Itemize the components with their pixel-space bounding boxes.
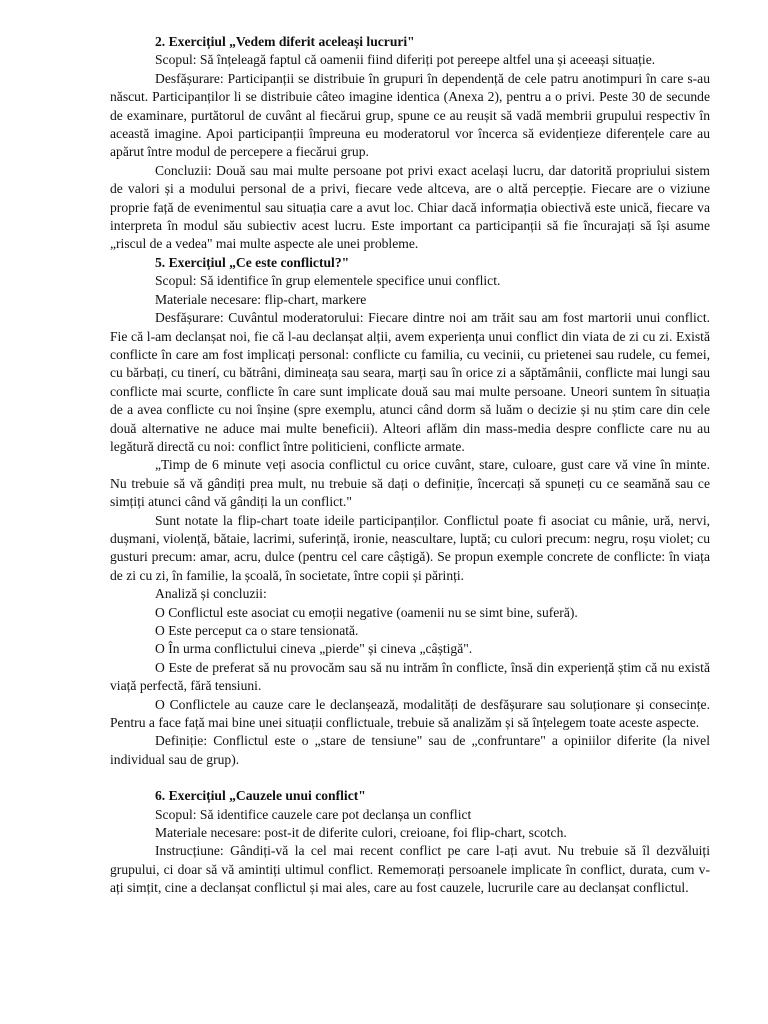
exercise-2-heading: 2. Exercițiul „Vedem diferit aceleași lucruri" (155, 34, 415, 49)
exercise-6-heading: 6. Exercițiul „Cauzele unui conflict" (155, 788, 366, 804)
exercise-5-notes: Sunt notate la flip-chart toate ideile participanților. Conflictul poate fi asociat cu mânie, ură, nervi, dușmani, violență, bătaie, lacrimi, suferință, ironie, neascultare, luptă; cu culori precum: negru, roșu violet; cu gusturi precum: amar, acru, dulce (pentru cel care câștigă). Se propun exemple concrete de conflicte: în viața de zi cu zi, în familie, la școală, în societate, între copii și părinți. (110, 512, 710, 583)
exercise-2-scope: Scopul: Să înțeleagă faptul că oamenii fiind diferiți pot pereepe altfel una și aceeași situație. (155, 52, 656, 68)
exercise-6-scope: Scopul: Să identifice cauzele care pot declanșa un conflict (155, 806, 472, 822)
exercise-5-definition: Definiție: Conflictul este o „stare de tensiune" sau de „confruntare" a opiniilor diferite (la nivel individual sau de grup). (110, 733, 710, 767)
exercise-5-analysis-heading: Analiză și concluzii: (155, 586, 267, 602)
analysis-item: O În urma conflictului cineva „pierde" și cineva „câștigă". (155, 641, 473, 657)
exercise-6-instruction: Instrucțiune: Gândiți-vă la cel mai recent conflict pe care l-ați avut. Nu trebuie să îl dezvăluiți grupului, ci doar să vă amintiți ultimul conflict. Rememorați persoanele implicate în conflict, durata, cum v-ați simțit, cine a declanșat conflictul și mai ales, care au fost cauzele, lucrurile care au declanșat conflictul. (110, 843, 710, 896)
exercise-5-procedure: Desfășurare: Cuvântul moderatorului: Fiecare dintre noi am trăit sau am fost martorii unui conflict. Fie că l-am declanșat noi, fie că l-au declanșat alții, avem experiența unui conflict din viata de zi cu zi. Există conflicte în care am fost implicați personal: conflicte cu familia, cu vecinii, cu prietenei sau rudele, cu femei, cu bărbați, cu tinerí, cu bătrâni, dimineața sau seara, marți sau în orice zi a săptămânii, conflicte mai lungi sau conflicte mai scurte, conflicte în care sunt implicate două sau mai multe persoane. Uneori suntem în situația de a avea conflicte cu noi înșine (spre exemplu, atunci când dorm să luăm o decizie și nu știm care din cele două alternative ne aduce mai multe beneficii). Alteori aflăm din mass-media despre conflicte care nu au legătură directă cu noi: conflict între politicieni, conflicte armate. (110, 310, 710, 454)
exercise-5-materials: Materiale necesare: flip-chart, markere (155, 291, 367, 307)
analysis-item: O Este perceput ca o stare tensionată. (155, 623, 359, 638)
exercise-2-conclusions: Concluzii: Două sau mai multe persoane pot privi exact același lucru, dar datorită propriului sistem de valori și a modului personal de a privi, fiecare vede altceva, are o altă percepție. Fiecare are o viziune proprie față de evenimentul sau situația care a avut loc. Chiar dacă informația obiectivă este unică, fiecare va interpreta în modul său subiectiv acest lucru. Este important ca participanții să fie încurajați să își asume „riscul de a vedea" mai multe aspecte ale unei probleme. (110, 162, 710, 252)
analysis-item: O Conflictele au cauze care le declanșează, modalități de desfășurare sau soluționare și consecințe. Pentru a face față mai bine unei situații conflictuale, trebuie să analizăm și să înțelegem toate aceste aspecte. (110, 696, 710, 731)
exercise-5-heading: 5. Exercițiul „Ce este conflictul?" (155, 254, 350, 270)
exercise-6-materials: Materiale necesare: post-it de diferite culori, creioane, foi flip-chart, scotch. (155, 825, 567, 841)
analysis-item: O Conflictul este asociat cu emoții negative (oamenii nu se simt bine, suferă). (155, 604, 578, 620)
analysis-item: O Este de preferat să nu provocăm sau să nu intrăm în conflicte, însă din experiență știm că nu există viață perfectă, fără tensiuni. (110, 659, 710, 694)
exercise-5-scope: Scopul: Să identifice în grup elementele specifice unui conflict. (155, 273, 501, 289)
exercise-2-procedure: Desfășurare: Participanții se distribuie în grupuri în dependență de cele patru anotimpuri în care s-au născut. Participanților li se distribuie câteo imagine identica (Anexa 2), pentru a o privi. Peste 30 de secunde de examinare, purtătorul de cuvânt al fiecărui grup, spune ce au reușit să vadă membrii grupului respectiv în această imagine. Apoi participanții împreuna eu moderatorul vor încerca să evidențieze diferențele care au apărut între modul de percepere a fiecărui grup. (110, 70, 710, 160)
section-spacer (110, 769, 710, 787)
exercise-5-quote: „Timp de 6 minute veți asocia conflictul cu orice cuvânt, stare, culoare, gust care vă vine în minte. Nu trebuie să vă gândiți prea mult, nu trebuie să dați o definiție, încercați să spuneți cu ce seamănă sau ce simțiți atunci când vă gândiți la un conflict." (110, 457, 710, 510)
